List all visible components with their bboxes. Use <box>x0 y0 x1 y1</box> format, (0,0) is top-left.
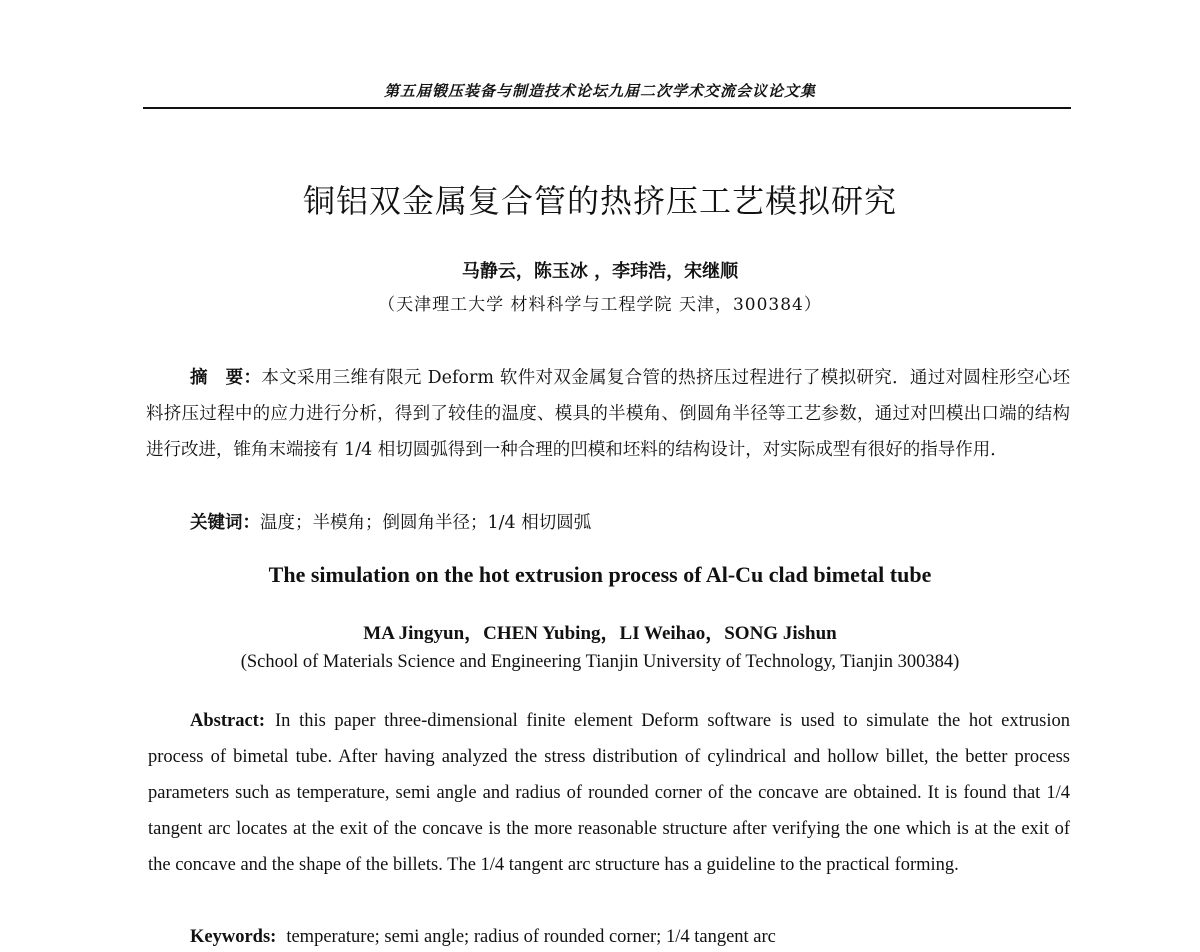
abstract-cn <box>146 360 1070 468</box>
keywords-en <box>190 922 776 952</box>
affiliation-cn: （天津理工大学 材料科学与工程学院 天津，300384） <box>378 295 822 315</box>
authors-en: MA Jingyun，CHEN Yubing，LI Weihao，SONG Jishun <box>363 623 837 644</box>
keywords-en-label: Keywords: <box>190 927 277 947</box>
affiliation-en: (School of Materials Science and Engineering Tianjin University of Technology, Tianjin 300384) <box>240 652 960 672</box>
abstract-cn-label: 摘 要： <box>190 368 262 388</box>
keywords-cn <box>190 505 591 541</box>
paper-title-cn: 铜铝双金属复合管的热挤压工艺模拟研究 <box>302 182 897 220</box>
authors-cn: 马静云，陈玉冰 ，李玮浩，宋继顺 <box>461 261 739 282</box>
paper-title-en: The simulation on the hot extrusion process of Al-Cu clad bimetal tube <box>268 562 932 587</box>
abstract-en-text: In this paper three-dimensional finite element Deform software is used to simulate the hot extrusion process of bimetal tube. After having analyzed the stress distribution of cylindrical and hollow billet, the better process parameters such as temperature, semi angle and radius of rounded corner of the concave are obtained. It is found that 1/4 tangent arc locates at the exit of the concave is the more reasonable structure after verifying the one which is at the exit of the concave and the shape of the billets. The 1/4 tangent arc structure has a guideline to the practical forming. <box>148 711 1070 875</box>
keywords-cn-label: 关键词： <box>190 513 260 533</box>
abstract-en-label: Abstract: <box>190 711 266 731</box>
header-rule <box>143 107 1071 109</box>
abstract-en <box>148 703 1070 883</box>
keywords-en-text: temperature; semi angle; radius of rounded corner; 1/4 tangent arc <box>286 927 776 947</box>
keywords-cn-text: 温度；半模角；倒圆角半径；1/4 相切圆弧 <box>260 513 592 533</box>
running-header: 第五届锻压装备与制造技术论坛九届二次学术交流会议论文集 <box>383 82 816 100</box>
abstract-cn-text: 本文采用三维有限元 Deform 软件对双金属复合管的热挤压过程进行了模拟研究．通过对圆柱形空心坯料挤压过程中的应力进行分析，得到了较佳的温度、模具的半模角、倒圆角半径等工艺参数，通过对凹模出口端的结构进行改进，锥角末端接有 1/4 相切圆弧得到一种合理的凹模和坯料的结构设计，对实际成型有很好的指导作用． <box>146 368 1071 460</box>
